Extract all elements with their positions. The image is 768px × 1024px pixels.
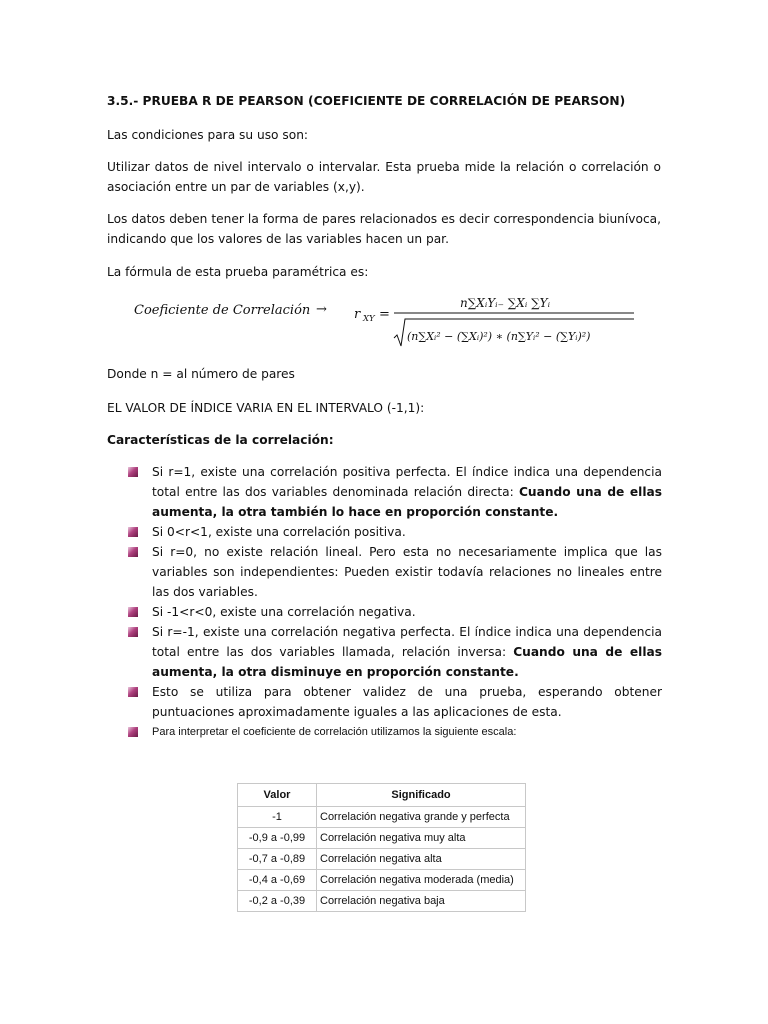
list-item: Si r=1, existe una correlación positiva perfecta. El índice indica una dependencia total entre las dos variables denominada relación directa: Cuando una de ellas aumenta, la otra también lo hace en proporción constante. — [128, 462, 662, 522]
cell-valor: -0,2 a -0,39 — [238, 891, 317, 912]
formula-denominator: (n∑Xᵢ² − (∑Xᵢ)²) ∗ (n∑Yᵢ² − (∑Yᵢ)²) — [407, 330, 591, 343]
cell-significado: Correlación negativa moderada (media) — [317, 870, 526, 891]
formula-label: Coeficiente de Correlación — [134, 303, 311, 318]
cell-significado: Correlación negativa baja — [317, 891, 526, 912]
formula-intro: La fórmula de esta prueba paramétrica es: — [107, 265, 369, 279]
column-header-significado: Significado — [317, 784, 526, 807]
characteristics-list — [128, 462, 662, 742]
cell-valor: -0,4 a -0,69 — [238, 870, 317, 891]
formula-numerator: n∑XᵢYᵢ₋ ∑Xᵢ ∑Yᵢ — [460, 296, 550, 310]
formula-lhs-subscript: XY — [363, 314, 375, 324]
list-item: Si -1<r<0, existe una correlación negativa. — [128, 602, 662, 622]
characteristics-heading: Características de la correlación: — [107, 433, 334, 447]
list-item: Si r=-1, existe una correlación negativa perfecta. El índice indica una dependencia total entre las dos variables llamada, relación inversa: Cuando una de ellas aumenta, la otra disminuye en proporción constante. — [128, 622, 662, 682]
arrow-icon: → — [316, 302, 327, 317]
pearson-formula — [352, 288, 642, 352]
list-item: Si r=0, no existe relación lineal. Pero esta no necesariamente implica que las variables son independientes: Pueden existir todavía relaciones no lineales entre las dos variables. — [128, 542, 662, 602]
formula-equals: = — [379, 307, 390, 322]
table-row — [238, 807, 526, 828]
cell-valor: -1 — [238, 807, 317, 828]
formula-lhs: r — [354, 307, 361, 322]
list-item: Esto se utiliza para obtener validez de una prueba, esperando obtener puntuaciones aproximadamente iguales a las aplicaciones de esta. — [128, 682, 662, 722]
interval-paragraph: EL VALOR DE ÍNDICE VARIA EN EL INTERVALO (-1,1): — [107, 401, 425, 415]
table-header-row — [238, 784, 526, 807]
bullet-icon — [128, 687, 138, 697]
bullet-icon — [128, 547, 138, 557]
table-row — [238, 849, 526, 870]
cell-valor: -0,9 a -0,99 — [238, 828, 317, 849]
column-header-valor: Valor — [238, 784, 317, 807]
cell-significado: Correlación negativa grande y perfecta — [317, 807, 526, 828]
usage-paragraph: Utilizar datos de nivel intervalo o intervalar. Esta prueba mide la relación o correlación o asociación entre un par de variables (x,y). — [107, 160, 661, 194]
bullet-icon — [128, 527, 138, 537]
where-paragraph: Donde n = al número de pares — [107, 367, 295, 381]
cell-significado: Correlación negativa muy alta — [317, 828, 526, 849]
bullet-icon — [128, 607, 138, 617]
table-row — [238, 828, 526, 849]
conditions-paragraph: Las condiciones para su uso son: — [107, 128, 309, 142]
cell-significado: Correlación negativa alta — [317, 849, 526, 870]
correlation-scale-table — [237, 783, 526, 912]
bullet-icon — [128, 727, 138, 737]
section-title: 3.5.- PRUEBA R DE PEARSON (COEFICIENTE DE CORRELACIÓN DE PEARSON) — [107, 94, 626, 108]
table-row — [238, 870, 526, 891]
list-item: Si 0<r<1, existe una correlación positiva. — [128, 522, 662, 542]
list-item: Para interpretar el coeficiente de correlación utilizamos la siguiente escala: — [128, 722, 662, 742]
table-row — [238, 891, 526, 912]
bullet-icon — [128, 627, 138, 637]
pairs-paragraph: Los datos deben tener la forma de pares relacionados es decir correspondencia biunívoca, indicando que los valores de las variables hacen un par. — [107, 212, 661, 246]
bullet-icon — [128, 467, 138, 477]
cell-valor: -0,7 a -0,89 — [238, 849, 317, 870]
